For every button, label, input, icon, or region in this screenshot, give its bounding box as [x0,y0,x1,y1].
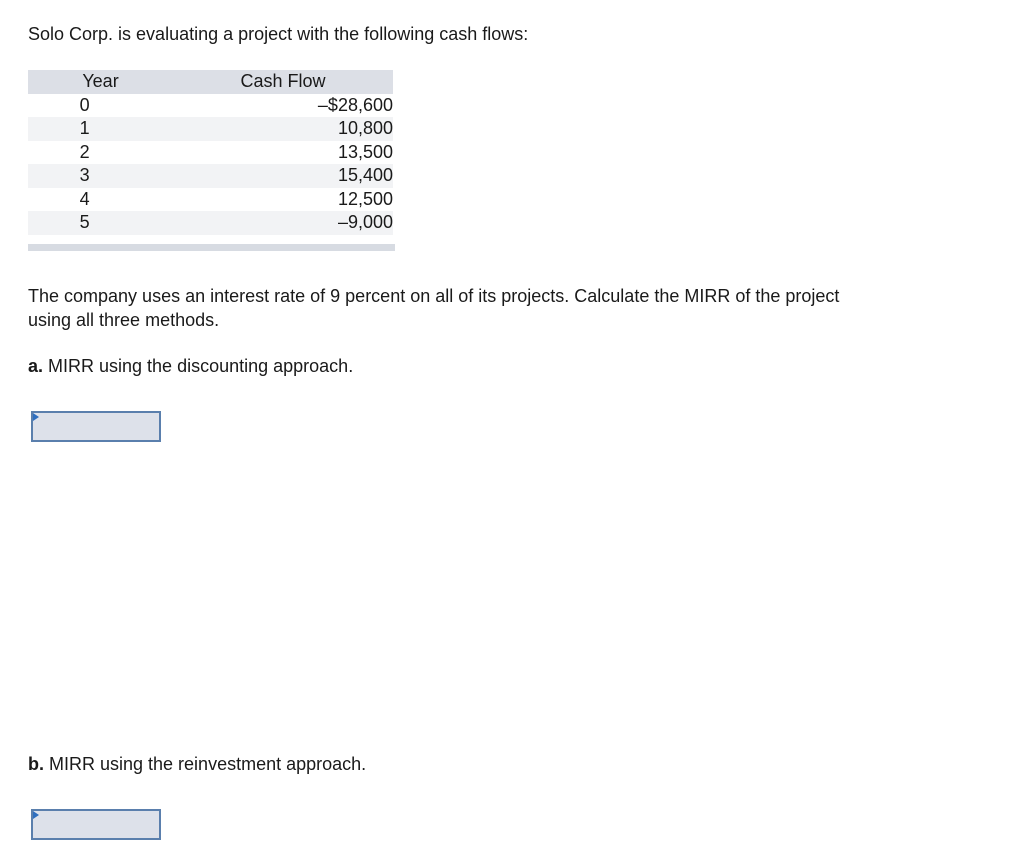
cash-flow-cell: –9,000 [337,212,393,233]
year-cell: 3 [79,165,90,186]
table-row [28,211,393,235]
question-a [28,354,353,378]
year-cell: 1 [79,118,90,139]
input-marker-icon [33,413,39,421]
table-row [28,141,393,165]
cash-flow-cell: 13,500 [337,141,393,162]
answer-b-input[interactable] [31,809,161,840]
table-row [28,164,393,188]
year-cell: 0 [79,94,90,115]
year-cell: 4 [79,188,90,209]
input-marker-icon [33,811,39,819]
question-a-text: MIRR using the discounting approach. [43,356,354,376]
year-column-header: Year [82,71,119,92]
cash-flow-cell: 15,400 [337,165,393,186]
table-row [28,188,393,212]
question-a-letter: a. [28,356,44,376]
question-b [28,752,366,776]
table-footer-divider [28,244,395,251]
question-b-text: MIRR using the reinvestment approach. [44,754,367,774]
answer-a-input[interactable] [31,411,161,442]
table-row [28,117,393,141]
problem-instructions: The company uses an interest rate of 9 percent on all of its projects. Calculate the MIRR of the project using all three methods. [28,286,840,330]
cash-flow-cell: 10,800 [337,118,393,139]
cash-flow-cell: 12,500 [337,188,393,209]
table-header [28,70,393,94]
year-cell: 5 [79,212,90,233]
table-row [28,94,393,118]
cash-flow-column-header: Cash Flow [240,71,326,92]
cash-flow-table [28,70,393,235]
cash-flow-cell: –$28,600 [317,94,393,115]
problem-intro: Solo Corp. is evaluating a project with the following cash flows: [28,24,529,44]
question-b-letter: b. [28,754,44,774]
year-cell: 2 [79,141,90,162]
